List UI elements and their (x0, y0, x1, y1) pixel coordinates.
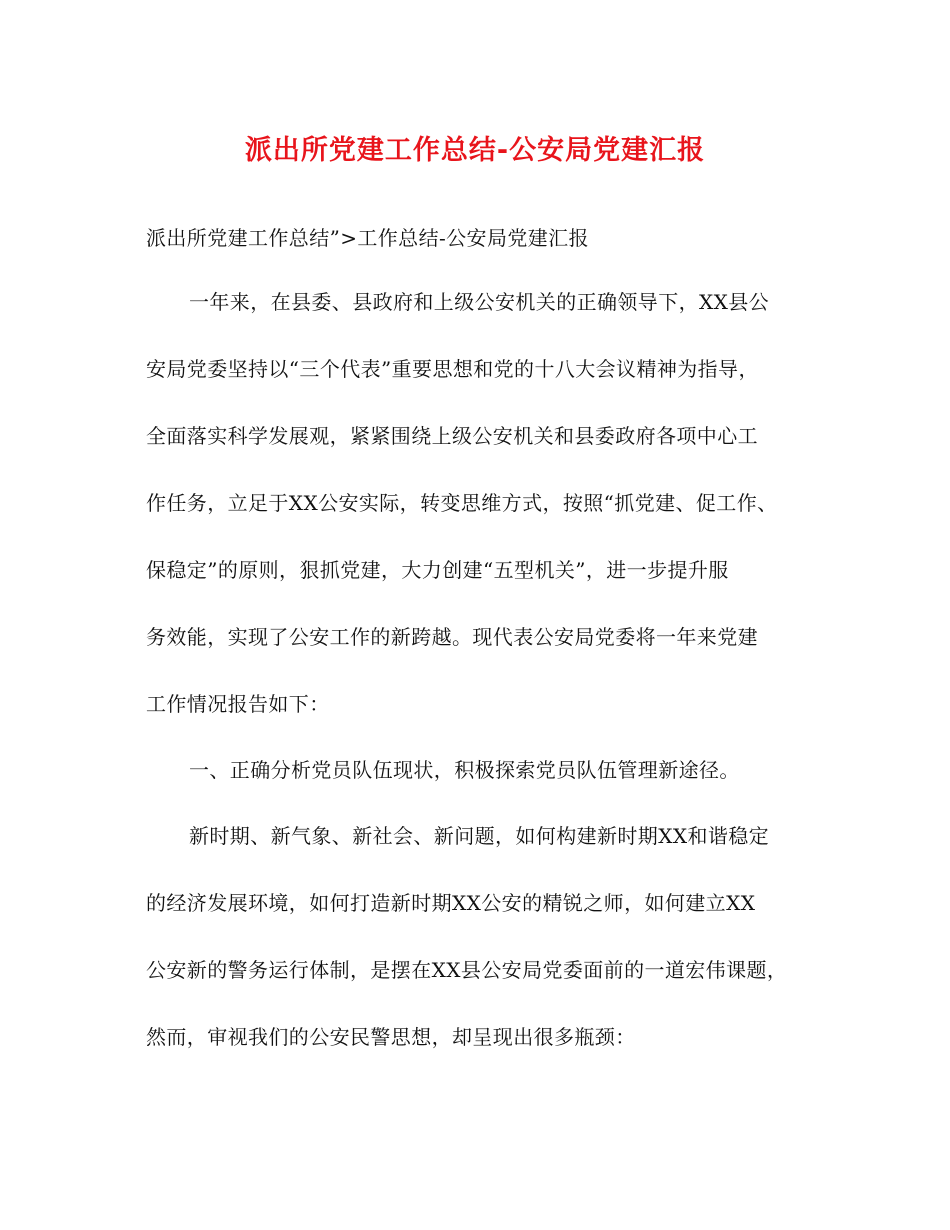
paragraph-line: 全面落实科学发展观，紧紧围绕上级公安机关和县委政府各项中心工 (146, 424, 758, 448)
paragraph-line: 一年来，在县委、县政府和上级公安机关的正确领导下，XX县公 (189, 290, 770, 314)
paragraph-line: 工作情况报告如下： (146, 692, 330, 716)
paragraph-line: 然而，审视我们的公安民警思想，却呈现出很多瓶颈： (146, 1025, 636, 1049)
subtitle-line: 派出所党建工作总结”>工作总结-公安局党建汇报 (146, 226, 589, 250)
paragraph-line: 公安新的警务运行体制，是摆在XX县公安局党委面前的一道宏伟课题， (146, 958, 788, 982)
paragraph-line: 新时期、新气象、新社会、新问题，如何构建新时期XX和谐稳定 (189, 824, 770, 848)
paragraph-line: 的经济发展环境，如何打造新时期XX公安的精锐之师，如何建立XX (146, 891, 756, 915)
section-heading: 一、正确分析党员队伍现状，积极探索党员队伍管理新途径。 (189, 758, 740, 782)
document-title: 派出所党建工作总结-公安局党建汇报 (244, 135, 706, 166)
paragraph-line: 安局党委坚持以“三个代表”重要思想和党的十八大会议精神为指导， (146, 357, 759, 381)
paragraph-line: 保稳定”的原则，狠抓党建，大力创建“五型机关”，进一步提升服 (146, 558, 729, 582)
paragraph-line: 作任务，立足于XX公安实际，转变思维方式，按照“抓党建、促工作、 (146, 491, 778, 515)
paragraph-line: 务效能，实现了公安工作的新跨越。现代表公安局党委将一年来党建 (146, 625, 758, 649)
